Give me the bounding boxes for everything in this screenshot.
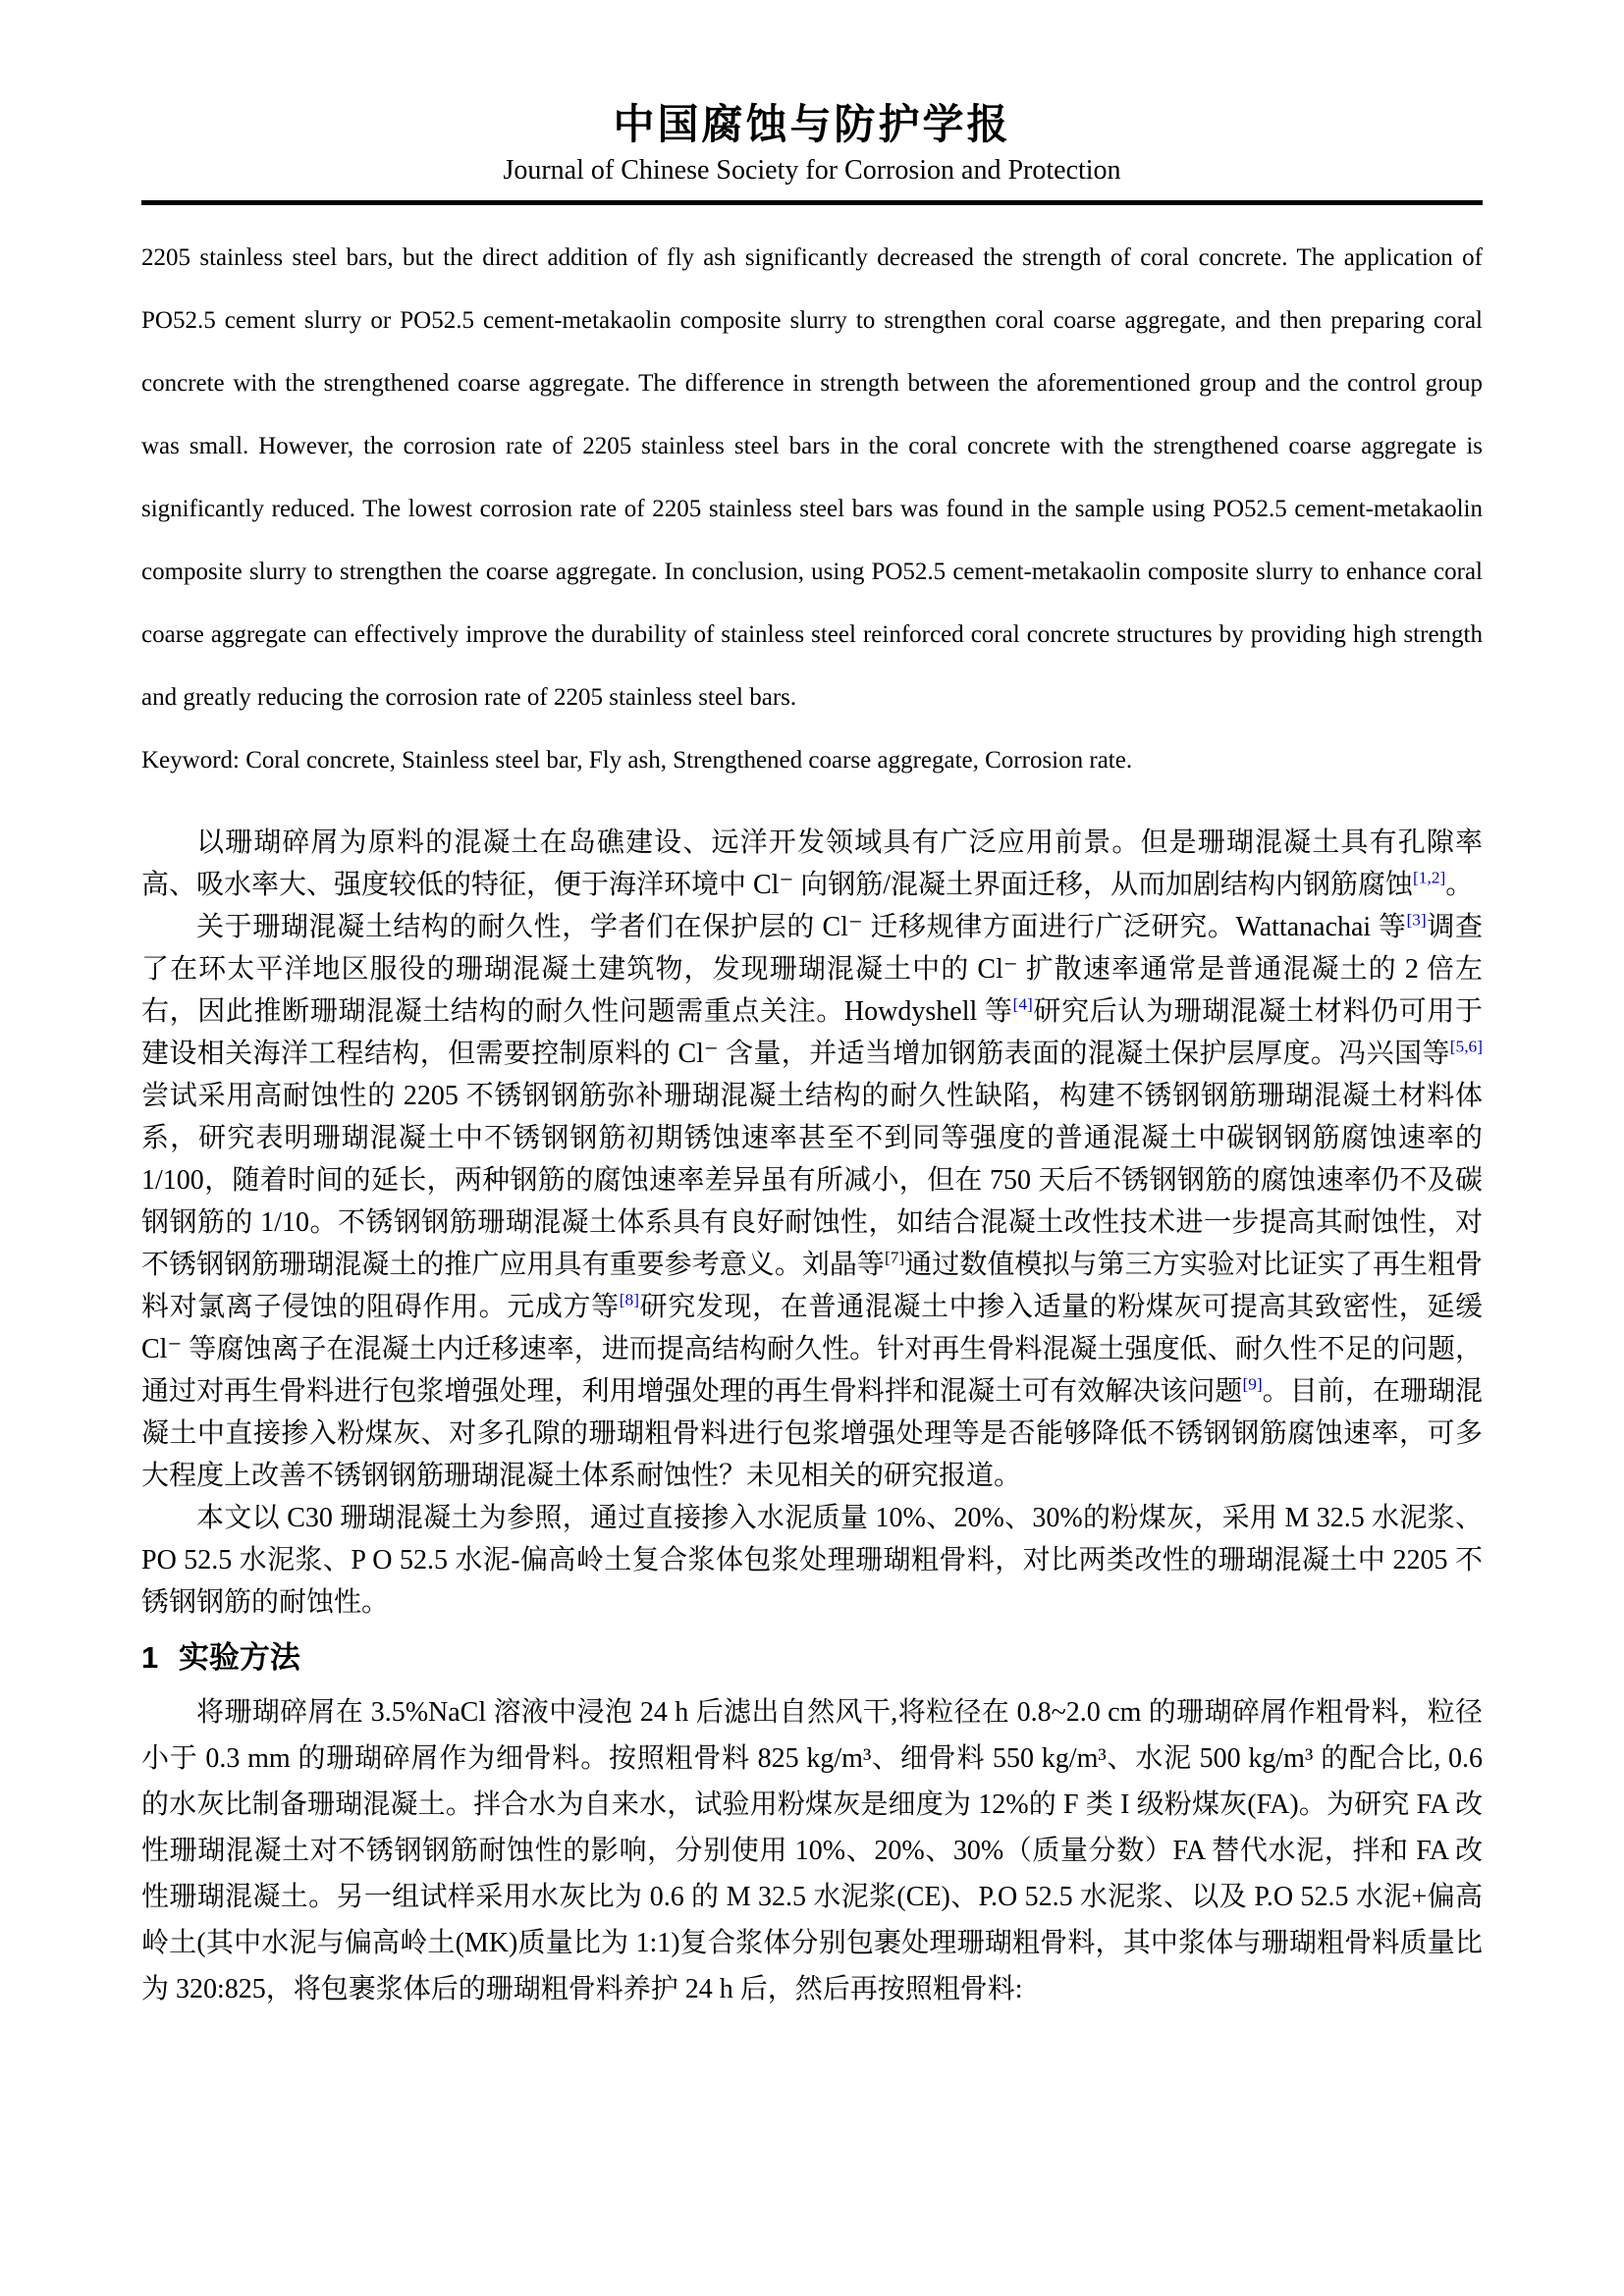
citation-ref: [5,6] bbox=[1449, 1037, 1483, 1056]
chinese-body bbox=[141, 822, 1483, 2012]
journal-title-chinese: 中国腐蚀与防护学报 bbox=[613, 103, 1011, 148]
header-rule bbox=[141, 200, 1483, 205]
paragraph bbox=[141, 1689, 1483, 2012]
citation-ref: [4] bbox=[1012, 994, 1033, 1014]
section-1-heading: 1 实验方法 bbox=[141, 1640, 300, 1676]
citation-ref: [9] bbox=[1242, 1374, 1263, 1394]
text-run: 本文以 C30 珊瑚混凝土为参照，通过直接掺入水泥质量 10%、20%、30%的粉煤灰，采用 M 32.5 水泥浆、PO 52.5 水泥浆、P O 52.5 水泥-偏高岭土复合浆体包浆处理珊瑚粗骨料，对比两类改性的珊瑚混凝土中 2205 不锈钢钢筋的耐蚀性。 bbox=[141, 1503, 1483, 1619]
paragraph bbox=[141, 1497, 1483, 1624]
keywords-line: Keyword: Coral concrete, Stainless steel bar, Fly ash, Strengthened coarse aggregate, Corrosion rate. bbox=[141, 747, 1133, 774]
text-run: 以珊瑚碎屑为原料的混凝土在岛礁建设、远洋开发领域具有广泛应用前景。但是珊瑚混凝土具有孔隙率高、吸水率大、强度较低的特征，便于海洋环境中 Cl⁻ 向钢筋/混凝土界面迁移，从而加剧结构内钢筋腐蚀 bbox=[141, 828, 1483, 901]
text-run: 将珊瑚碎屑在 3.5%NaCl 溶液中浸泡 24 h 后滤出自然风干,将粒径在 0.8~2.0 cm 的珊瑚碎屑作粗骨料，粒径小于 0.3 mm 的珊瑚碎屑作为细骨料。按照粗骨料 825 kg/m³、细骨料 550 kg/m³、水泥 500 kg/m³ 的配合比, 0.6 的水灰比制备珊瑚混凝土。拌合水为自来水，试验用粉煤灰是细度为 12%的 F 类 I 级粉煤灰(FA)。为研究 FA 改性珊瑚混凝土对不锈钢钢筋耐蚀性的影响，分别使用 10%、20%、30%（质量分数）FA 替代水泥，拌和 FA 改性珊瑚混凝土。另一组试样采用水灰比为 0.6 的 M 32.5 水泥浆(CE)、P.O 52.5 水泥浆、以及 P.O 52.5 水泥+偏高岭土(其中水泥与偏高岭土(MK)质量比为 1:1)复合浆体分别包裹处理珊瑚粗骨料，其中浆体与珊瑚粗骨料质量比为 320:825，将包裹浆体后的珊瑚粗骨料养护 24 h 后，然后再按照粗骨料: bbox=[141, 1697, 1483, 2005]
text-run: 。目前，在珊瑚混凝土中直接掺入粉煤灰、对多孔隙的珊瑚粗骨料进行包浆增强处理等是否能够降低不锈钢钢筋腐蚀速率，可多大程度上改善不锈钢钢筋珊瑚混凝土体系耐蚀性？未见相关的研究报道。 bbox=[141, 1376, 1483, 1492]
citation-ref: [8] bbox=[619, 1290, 640, 1309]
text-run: 调查了在环太平洋地区服役的珊瑚混凝土建筑物，发现珊瑚混凝土中的 Cl⁻ 扩散速率通常是普通混凝土的 2 倍左右，因此推断珊瑚混凝土结构的耐久性问题需重点关注。Howdyshell 等 bbox=[141, 912, 1483, 1028]
citation-ref: [7] bbox=[884, 1248, 905, 1267]
text-run: 研究发现，在普通混凝土中掺入适量的粉煤灰可提高其致密性，延缓 Cl⁻ 等腐蚀离子在混凝土内迁移速率，进而提高结构耐久性。针对再生骨料混凝土强度低、耐久性不足的问题，通过对再生骨料进行包浆增强处理，利用增强处理的再生骨料拌和混凝土可有效解决该问题 bbox=[141, 1292, 1483, 1408]
paragraph bbox=[141, 822, 1483, 906]
text-run: 。 bbox=[1445, 870, 1474, 901]
paragraph bbox=[141, 906, 1483, 1497]
method-paragraphs bbox=[141, 1689, 1483, 2012]
citation-ref: [3] bbox=[1406, 910, 1427, 930]
text-run: 关于珊瑚混凝土结构的耐久性，学者们在保护层的 Cl⁻ 迁移规律方面进行广泛研究。Wattanachai 等 bbox=[196, 912, 1407, 943]
introduction-paragraphs bbox=[141, 822, 1483, 1624]
page-header bbox=[141, 102, 1483, 205]
text-run: 尝试采用高耐蚀性的 2205 不锈钢钢筋弥补珊瑚混凝土结构的耐久性缺陷，构建不锈钢钢筋珊瑚混凝土材料体系，研究表明珊瑚混凝土中不锈钢钢筋初期锈蚀速率甚至不到同等强度的普通混凝土中碳钢钢筋腐蚀速率的 1/100，随着时间的延长，两种钢筋的腐蚀速率差异虽有所减小，但在 750 天后不锈钢钢筋的腐蚀速率仍不及碳钢钢筋的 1/10。不锈钢钢筋珊瑚混凝土体系具有良好耐蚀性，如结合混凝土改性技术进一步提高其耐蚀性，对不锈钢钢筋珊瑚混凝土的推广应用具有重要参考意义。刘晶等 bbox=[141, 1081, 1483, 1281]
text-run: 通过数值模拟与第三方实验对比证实了再生粗骨料对氯离子侵蚀的阻碍作用。元成方等 bbox=[141, 1250, 1483, 1323]
journal-title-english: Journal of Chinese Society for Corrosion and Protection bbox=[503, 155, 1121, 187]
text-run: 研究后认为珊瑚混凝土材料仍可用于建设相关海洋工程结构，但需要控制原料的 Cl⁻ 含量，并适当增加钢筋表面的混凝土保护层厚度。冯兴国等 bbox=[141, 996, 1483, 1070]
citation-ref: [1,2] bbox=[1413, 868, 1446, 887]
abstract-paragraph: 2205 stainless steel bars, but the direct addition of fly ash significantly decreased the strength of coral concrete. The application of PO52.5 cement slurry or PO52.5 cement-metakaolin composite slurry to strengthen coral coarse aggregate, and then preparing coral concrete with the strengthened coarse aggregate. The difference in strength between the aforementioned group and the control group was small. However, the corrosion rate of 2205 stainless steel bars in the coral concrete with the strengthened coarse aggregate is significantly reduced. The lowest corrosion rate of 2205 stainless steel bars was found in the sample using PO52.5 cement-metakaolin composite slurry to strengthen the coarse aggregate. In conclusion, using PO52.5 cement-metakaolin composite slurry to enhance coral coarse aggregate can effectively improve the durability of stainless steel reinforced coral concrete structures by providing high strength and greatly reducing the corrosion rate of 2205 stainless steel bars. bbox=[141, 244, 1483, 712]
abstract-section bbox=[141, 227, 1483, 792]
